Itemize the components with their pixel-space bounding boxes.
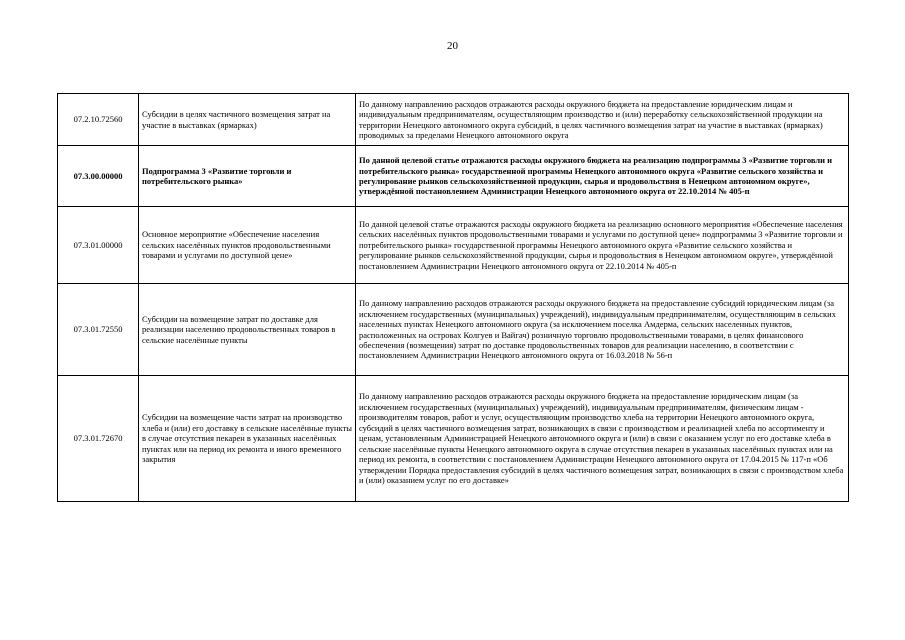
table-row — [58, 284, 849, 376]
description-cell: По данной целевой статье отражаются расходы окружного бюджета на реализацию основного мероприятия «Обеспечение населения сельских населённых пунктов продовольственными товарами и услугами по доступной цене» подпрограммы 3 «Развитие торговли и потребительского рынка» государственной программы Ненецкого автономного округа «Развитие сельского хозяйства и регулирование рынков сельскохозяйственной продукции, сырья и продовольствия в Ненецком автономном округе», утверждённой постановлением Администрации Ненецкого автономного округа от 22.10.2014 № 405-п — [356, 207, 849, 284]
name-cell: Субсидии в целях частичного возмещения затрат на участие в выставках (ярмарках) — [139, 94, 356, 146]
code-cell: 07.3.01.72670 — [58, 376, 139, 502]
name-cell: Субсидии на возмещение затрат по доставке для реализации населению продовольственных товаров в сельские населённые пункты — [139, 284, 356, 376]
description-cell: По данной целевой статье отражаются расходы окружного бюджета на реализацию подпрограммы 3 «Развитие торговли и потребительского рынка» государственной программы Ненецкого автономного округа «Развитие сельского хозяйства и регулирование рынков сельскохозяйственной продукции, сырья и продовольствия в Ненецком автономном округе», утверждённой постановлением Администрации Ненецкого автономного округа от 22.10.2014 № 405-п — [356, 146, 849, 207]
budget-code-table — [57, 93, 849, 502]
page-number: 20 — [447, 40, 458, 52]
code-cell: 07.3.00.00000 — [58, 146, 139, 207]
description-cell: По данному направлению расходов отражаются расходы окружного бюджета на предоставление субсидий юридическим лицам (за исключением государственных (муниципальных) учреждений), индивидуальным предпринимателям, осуществляющим в сельских населенных пунктах Ненецкого автономного округа (за исключением поселка Амдерма, сельских населенных пунктов, расположенных на островах Колгуев и Вайгач) розничную торговлю продовольственными товарами, в целях финансового обеспечения (возмещения) затрат по доставке продовольственных товаров для реализации населению, в соответствии с постановлением Администрации Ненецкого автономного округа от 16.03.2018 № 56-п — [356, 284, 849, 376]
description-cell: По данному направлению расходов отражаются расходы окружного бюджета на предоставление юридическим лицам (за исключением государственных (муниципальных) учреждений), индивидуальным предпринимателям, физическим лицам - производителям товаров, работ и услуг, осуществляющим производство хлеба на территории Ненецкого автономного округа, субсидий в целях частичного возмещения затрат, возникающих в связи с производством и реализацией хлеба по ассортименту и ценам, установленным Администрацией Ненецкого автономного округа и (или) в связи с оказанием услуг по его доставке хлеба в сельские населённые пункты Ненецкого автономного округа в случае отсутствия пекарен в указанных населённых пунктах или на период их ремонта, в соответствии с постановлением Администрации Ненецкого автономного округа от 17.04.2015 № 117-п «Об утверждении Порядка предоставления субсидий в целях частичного возмещения затрат, возникающих в связи с производством хлеба и (или) оказанием услуг по его доставке» — [356, 376, 849, 502]
table-row — [58, 376, 849, 502]
description-cell: По данному направлению расходов отражаются расходы окружного бюджета на предоставление юридическим лицам и индивидуальным предпринимателям, осуществляющим производство и (или) переработку сельскохозяйственной продукции на территории Ненецкого автономного округа субсидий, в целях частичного возмещения затрат на участие в выставках (ярмарках) проводимых за пределами Ненецкого автономного округа — [356, 94, 849, 146]
name-cell: Субсидии на возмещение части затрат на производство хлеба и (или) его доставку в сельские населённые пункты в случае отсутствия пекарен в указанных населённых пунктах или на период их ремонта и иного временного закрытия — [139, 376, 356, 502]
name-cell: Подпрограмма 3 «Развитие торговли и потребительского рынка» — [139, 146, 356, 207]
code-cell: 07.3.01.00000 — [58, 207, 139, 284]
name-cell: Основное мероприятие «Обеспечение населения сельских населённых пунктов продовольственными товарами и услугами по доступной цене» — [139, 207, 356, 284]
code-cell: 07.2.10.72560 — [58, 94, 139, 146]
code-cell: 07.3.01.72550 — [58, 284, 139, 376]
table-row — [58, 94, 849, 146]
table-row — [58, 207, 849, 284]
table-row — [58, 146, 849, 207]
